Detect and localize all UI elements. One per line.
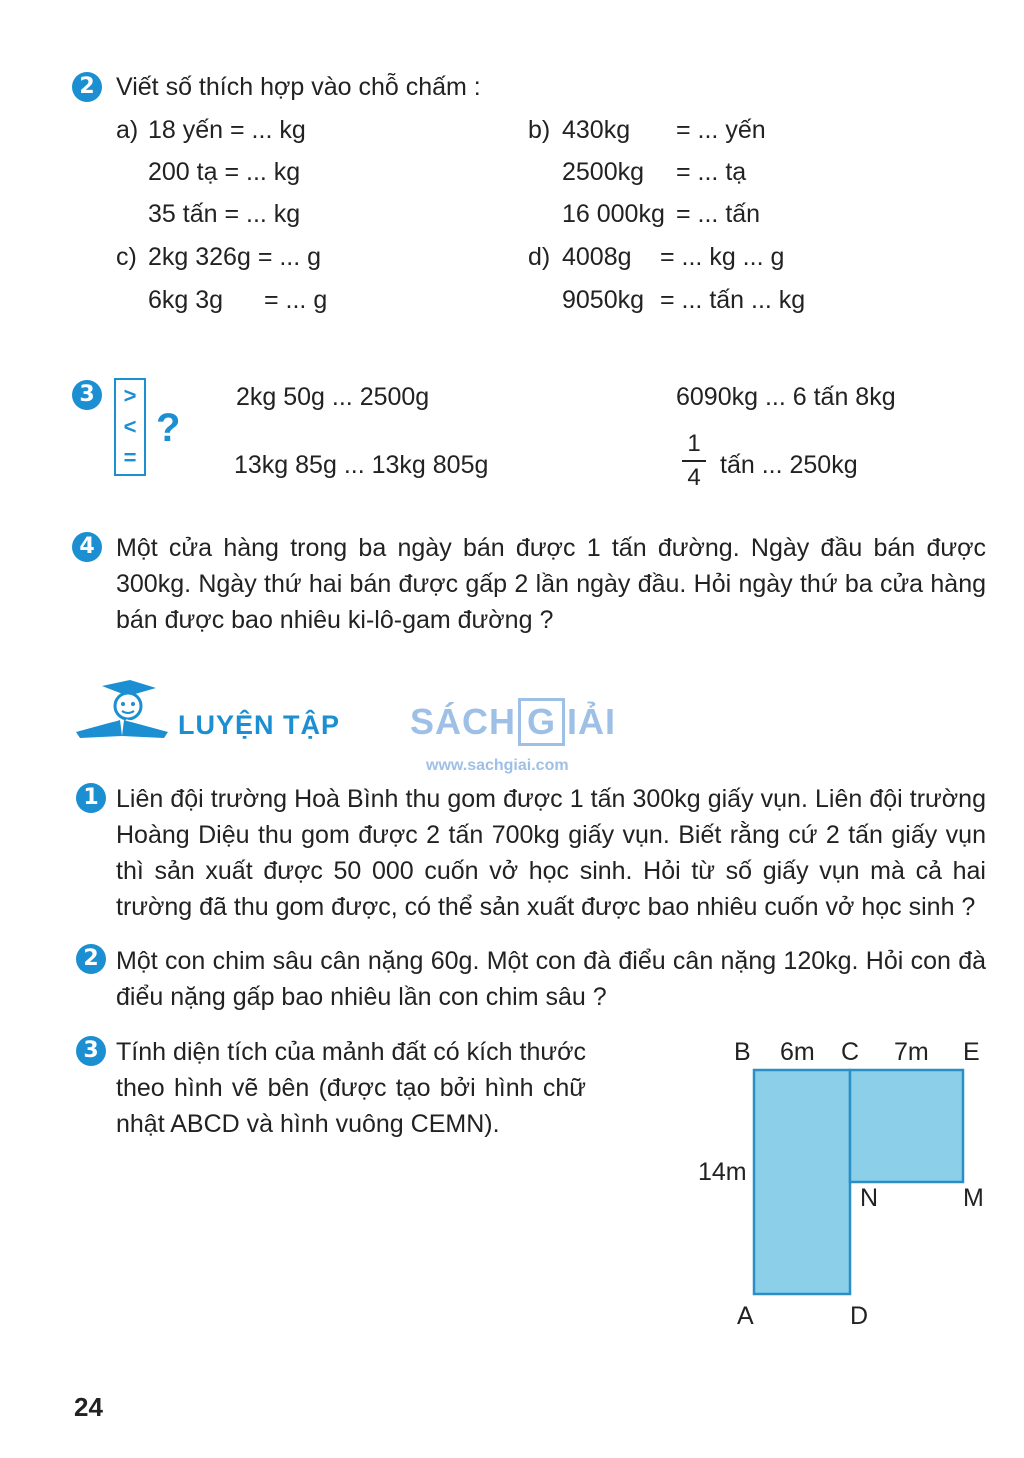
part-d-item-1-right: = ... kg ... g (660, 243, 785, 271)
part-c-item-2-right: = ... g (264, 286, 328, 314)
exercise-number-4: 4 (72, 532, 102, 562)
watermark-brand (410, 698, 616, 746)
section-title: LUYỆN TẬP (178, 710, 341, 740)
compare-row-1-right: 6090kg ... 6 tấn 8kg (676, 383, 896, 411)
watermark-brand-left: SÁCH (410, 701, 517, 742)
compare-row-1-left: 2kg 50g ... 2500g (236, 383, 430, 411)
part-b-item-1-left: 430kg (562, 116, 631, 144)
part-d-item-2-left: 9050kg (562, 286, 645, 314)
square-cemn (850, 1070, 963, 1182)
question-mark: ? (156, 406, 181, 450)
part-a-item-1: 18 yến = ... kg (148, 116, 306, 144)
practice-number-1: 1 (76, 783, 106, 813)
label-c: C (841, 1038, 860, 1066)
part-d-label: d) (528, 243, 551, 271)
part-b-item-3-left: 16 000kg (562, 200, 665, 228)
part-d-item-1-left: 4008g (562, 243, 632, 271)
exercise-number-2: 2 (72, 72, 102, 102)
dimension-bc: 6m (780, 1038, 815, 1066)
dimension-ce: 7m (894, 1038, 929, 1066)
part-b-item-1-right: = ... yến (676, 116, 766, 144)
greater-than-sign: > (123, 383, 137, 408)
part-a-label: a) (116, 116, 139, 144)
rectangle-abcd (754, 1070, 850, 1294)
less-than-sign: < (123, 414, 137, 439)
part-c-item-2-left: 6kg 3g (148, 286, 224, 314)
part-a-item-2: 200 tạ = ... kg (148, 158, 301, 186)
label-n: N (860, 1184, 879, 1212)
watermark-brand-right: IẢI (567, 701, 617, 742)
label-a: A (737, 1302, 754, 1330)
exercise-4-text: Một cửa hàng trong ba ngày bán được 1 tấn đường. Ngày đầu bán được 300kg. Ngày thứ hai bán được gấp 2 lần ngày đầu. Hỏi ngày thứ ba cửa hàng bán được bao nhiêu ki-lô-gam đường ? (116, 534, 986, 634)
part-c-item-1: 2kg 326g = ... g (148, 243, 322, 271)
exercise-number-3: 3 (72, 380, 102, 410)
fraction-numerator: 1 (687, 430, 701, 457)
page-number: 24 (74, 1392, 103, 1422)
part-c-label: c) (116, 243, 137, 271)
practice-3-text: Tính diện tích của mảnh đất có kích thước theo hình vẽ bên (được tạo bởi hình chữ nhật ABCD và hình vuông CEMN). (116, 1038, 586, 1138)
dimension-ab: 14m (698, 1158, 747, 1186)
watermark-url: www.sachgiai.com (426, 757, 569, 774)
part-b-label: b) (528, 116, 551, 144)
exercise-2-instruction: Viết số thích hợp vào chỗ chấm : (116, 73, 481, 101)
part-b-item-3-right: = ... tấn (676, 200, 761, 228)
label-b: B (734, 1038, 751, 1066)
part-a-item-3: 35 tấn = ... kg (148, 200, 301, 228)
practice-2-text: Một con chim sâu cân nặng 60g. Một con đà điểu cân nặng 120kg. Hỏi con đà điểu nặng gấp bao nhiêu lần con chim sâu ? (116, 947, 986, 1011)
label-m: M (963, 1184, 984, 1212)
fraction-one-quarter (682, 430, 706, 492)
equals-sign: = (123, 445, 137, 470)
label-e: E (963, 1038, 980, 1066)
practice-number-3: 3 (76, 1036, 106, 1066)
part-b-item-2-left: 2500kg (562, 158, 645, 186)
part-b-item-2-right: = ... tạ (676, 158, 747, 186)
label-d: D (850, 1302, 869, 1330)
comparison-signs-box (114, 378, 146, 476)
compare-row-2-right: tấn ... 250kg (720, 451, 858, 479)
watermark-brand-g: G (518, 698, 565, 746)
practice-number-2: 2 (76, 944, 106, 974)
fraction-denominator: 4 (687, 464, 701, 491)
compare-row-2-left: 13kg 85g ... 13kg 805g (234, 451, 489, 479)
practice-1-text: Liên đội trường Hoà Bình thu gom được 1 tấn 300kg giấy vụn. Liên đội trường Hoàng Diệu thu gom được 2 tấn 700kg giấy vụn. Biết rằng cứ 2 tấn giấy vụn thì sản xuất được 50 000 cuốn vở học sinh. Hỏi từ số giấy vụn mà cả hai trường đã thu gom được, có thể sản xuất được bao nhiêu cuốn vở học sinh ? (116, 785, 986, 921)
part-d-item-2-right: = ... tấn ... kg (660, 286, 806, 314)
fraction-bar (682, 460, 706, 462)
student-reading-icon (72, 676, 172, 740)
